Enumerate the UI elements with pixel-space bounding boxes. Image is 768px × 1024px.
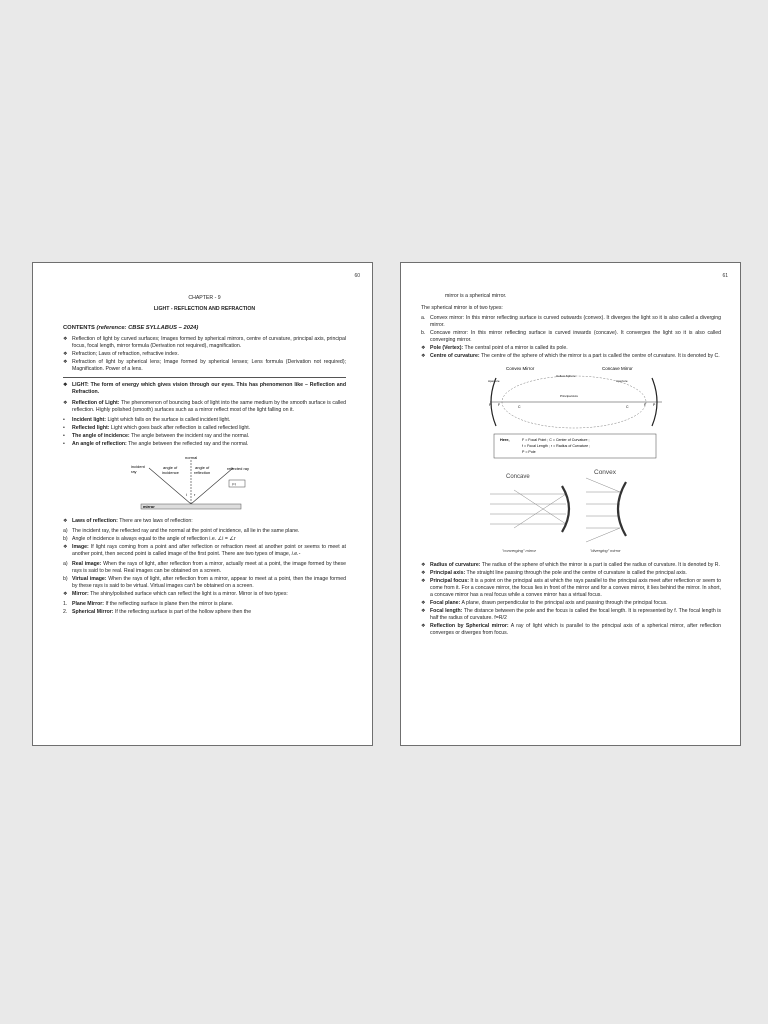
diagram-mirror-label: mirror	[143, 504, 155, 509]
mirror-type-item: b. Concave mirror: In this mirror reflecting surface is curved inwards (concave). It converges the light so it is also called converging mirror.	[421, 330, 721, 343]
diamond-bullet-icon: ❖	[63, 359, 68, 365]
mirror-type-item: a. Convex mirror: In this mirror reflecting surface is curved outwards (convex). It diverges the light so it is also called a diverging mirror.	[421, 315, 721, 328]
diagram-ray-label: ray	[131, 469, 137, 474]
bullet-item: • An angle of reflection: The angle between the reflected ray and the normal.	[63, 441, 249, 447]
diagram-incidence-label: incidence	[162, 470, 179, 475]
diamond-bullet-icon: ❖	[63, 591, 68, 597]
law-item: b) Angle of incidence is always equal to the angle of reflection i.e. ∠i = ∠r	[63, 536, 236, 542]
definition-item: ❖ Reflection by Spherical mirror: A ray of light which is parallel to the principal axis of a spherical mirror, after reflection converges or diverges from focus.	[421, 623, 721, 636]
fig-c-label: C	[518, 405, 521, 409]
reflection-diagram	[111, 454, 271, 514]
fig-aperture-label: Aperture	[616, 379, 628, 383]
types-intro: The spherical mirror is of two types:	[421, 305, 503, 311]
continuation-text: mirror is a spherical mirror.	[445, 293, 507, 299]
laws-heading: ❖ Laws of reflection: There are two laws of reflection:	[63, 518, 193, 524]
diagram-reflected-ray-label: reflected ray	[227, 466, 250, 471]
diamond-bullet-icon: ❖	[63, 400, 68, 406]
definition-item: ❖ Principal axis: The straight line passing through the pole and the centre of curvature is called the principal axis.	[421, 570, 687, 576]
diamond-bullet-icon: ❖	[63, 351, 68, 357]
fig-legend-line: P = Pole	[522, 450, 536, 454]
definition-item: ❖ Focal plane: A plane, drawn perpendicular to the principal axis and passing through the principal focus.	[421, 600, 668, 606]
diamond-bullet-icon: ❖	[63, 336, 68, 342]
dot-bullet-icon: •	[63, 441, 65, 447]
fig-diverging-caption: "diverging" mirror	[590, 548, 621, 553]
fig-here-label: Here,	[500, 438, 510, 442]
page-number: 60	[354, 273, 360, 279]
diagram-reflection-label: reflection	[194, 470, 211, 475]
spherical-mirrors-figure	[486, 364, 666, 460]
bullet-item: • The angle of incidence: The angle between the incident ray and the normal.	[63, 433, 250, 439]
page-number: 61	[722, 273, 728, 279]
diamond-bullet-icon: ❖	[421, 570, 426, 576]
fig-p-label: P	[653, 403, 656, 407]
divider	[63, 377, 346, 378]
fig-concave-mirror-label: Concave Mirror	[602, 366, 633, 371]
fig-c-label: C	[626, 405, 629, 409]
fig-principal-axis-label: Principal Axis	[560, 394, 578, 398]
chapter-title: LIGHT - REFLECTION AND REFRACTION	[153, 306, 256, 312]
contents-heading	[63, 325, 346, 332]
fig-legend-line: F = Focal Point ; C = Center of Curvature ;	[522, 438, 590, 442]
fig-f-label: F	[498, 403, 501, 407]
diagram-angle-of-label: angle of	[163, 465, 178, 470]
diamond-bullet-icon: ❖	[421, 562, 426, 568]
bullet-item: • Reflected light: Light which goes back after reflection is called reflected light.	[63, 425, 251, 431]
image-type-item: b) Virtual image: When the rays of light, after reflection from a mirror, appear to meet at a point, then the image formed by these rays is said to be virtual. Virtual images can't be obtained on a screen.	[63, 576, 346, 589]
diagram-incident-label: incident	[131, 464, 145, 469]
definition-item: ❖ Principal focus: It is a point on the principal axis at which the rays parallel to the principal axis meet after reflection or seem to come from it. For a concave mirror, the focus lies in front of the mirror and for a convex mirror, it lies behind the mirror. In short, a concave mirror has a real focus while a convex mirror has a virtual focus.	[421, 578, 721, 598]
fig-p-label: P	[489, 403, 492, 407]
page-60	[32, 262, 373, 746]
centre-definition: ❖ Centre of curvature: The centre of the sphere of which the mirror is a part is called the centre of curvature. It is denoted by C.	[421, 353, 720, 359]
definition-item: ❖ Radius of curvature: The radius of the sphere of which the mirror is a part is called the radius of curvature. It is denoted by R.	[421, 562, 720, 568]
diamond-bullet-icon: ❖	[63, 382, 68, 388]
page-content	[63, 293, 346, 617]
mirror-type-item: 1. Plane Mirror: If the reflecting surface is plane then the mirror is plane.	[63, 601, 234, 607]
contents-reference: (reference: CBSE SYLLABUS – 2024)	[96, 325, 199, 331]
diamond-bullet-icon: ❖	[421, 353, 426, 359]
diamond-bullet-icon: ❖	[421, 623, 426, 629]
fig-aperture-label: Aperture	[488, 379, 500, 383]
diagram-angle-i: i	[186, 492, 187, 497]
diamond-bullet-icon: ❖	[421, 345, 426, 351]
diamond-bullet-icon: ❖	[421, 608, 426, 614]
reflection-definition: ❖ Reflection of Light: The phenomenon of bouncing back of light into the same medium by the smooth surface is called reflection. Highly polished (smooth) surfaces such as a mirror reflect most of the light falling on it.	[63, 400, 346, 413]
diamond-bullet-icon: ❖	[63, 518, 68, 524]
diamond-bullet-icon: ❖	[421, 578, 426, 584]
fig-hollow-sphere-label: Hollow Sphere	[556, 374, 576, 378]
diagram-normal-label: normal	[185, 455, 198, 460]
light-definition: ❖ LIGHT: The form of energy which gives vision through our eyes. This has phenomenon like – Reflection and Refraction.	[63, 382, 346, 395]
contents-item: ❖ Refraction; Laws of refraction, refractive index.	[63, 351, 179, 357]
definition-item: ❖ Focal length: The distance between the pole and the focus is called the focal length. It is represented by f. The focal length is half the radius of curvature. f=R/2	[421, 608, 721, 621]
page-content	[421, 293, 721, 638]
fig-concave-label: Concave	[506, 474, 530, 480]
fig-convex-mirror-label: Convex Mirror	[506, 366, 535, 371]
law-item: a) The incident ray, the reflected ray and the normal at the point of incidence, all lie in the same plane.	[63, 528, 300, 534]
fig-convex-label: Convex	[594, 469, 617, 476]
image-type-item: a) Real image: When the rays of light, after reflection from a mirror, actually meet at a point, the image formed by these rays is said to be real. Real images can be obtained on a screen.	[63, 561, 346, 574]
mirror-type-item: 2. Spherical Mirror: If the reflecting surface is part of the hollow sphere then the	[63, 609, 252, 615]
chapter-label: CHAPTER - 9	[188, 295, 221, 301]
fig-converging-caption: "converging" mirror	[502, 548, 536, 553]
fig-legend-line: f = Focal Length ; r = Radius of Curvature ;	[522, 444, 591, 448]
dot-bullet-icon: •	[63, 425, 65, 431]
diagram-angle-r: r	[194, 492, 196, 497]
bullet-item: • Incident light: Light which falls on the surface is called incident light.	[63, 417, 231, 423]
mirror-definition: ❖ Mirror: The shiny/polished surface which can reflect the light is a mirror. Mirror is of two types:	[63, 591, 288, 597]
dot-bullet-icon: •	[63, 417, 65, 423]
diagram-angle-of-label: angle of	[195, 465, 210, 470]
contents-label: CONTENTS	[63, 325, 95, 331]
diagram-box-label: i=r	[232, 482, 236, 487]
diamond-bullet-icon: ❖	[63, 544, 68, 550]
pole-definition: ❖ Pole (Vertex): The central point of a mirror is called its pole.	[421, 345, 568, 351]
image-definition: ❖ Image: If light rays coming from a point and after reflection or refraction meet at another point or seems to meet at another point, then second point is called image of the first point. There are two types of image, i.e.-	[63, 544, 346, 557]
page-61	[400, 262, 741, 746]
dot-bullet-icon: •	[63, 433, 65, 439]
fig-f-label: F	[644, 403, 647, 407]
concave-convex-figure	[486, 464, 666, 556]
contents-item: ❖ Reflection of light by curved surfaces; Images formed by spherical mirrors, centre of curvature, principal axis, principal focus, focal length, mirror formula (Derivation not required), magnification.	[63, 336, 346, 349]
diamond-bullet-icon: ❖	[421, 600, 426, 606]
contents-item: ❖ Refraction of light by spherical lens; Image formed by spherical lenses; Lens formula (Derivation not required); Magnification. Power of a lens.	[63, 359, 346, 372]
